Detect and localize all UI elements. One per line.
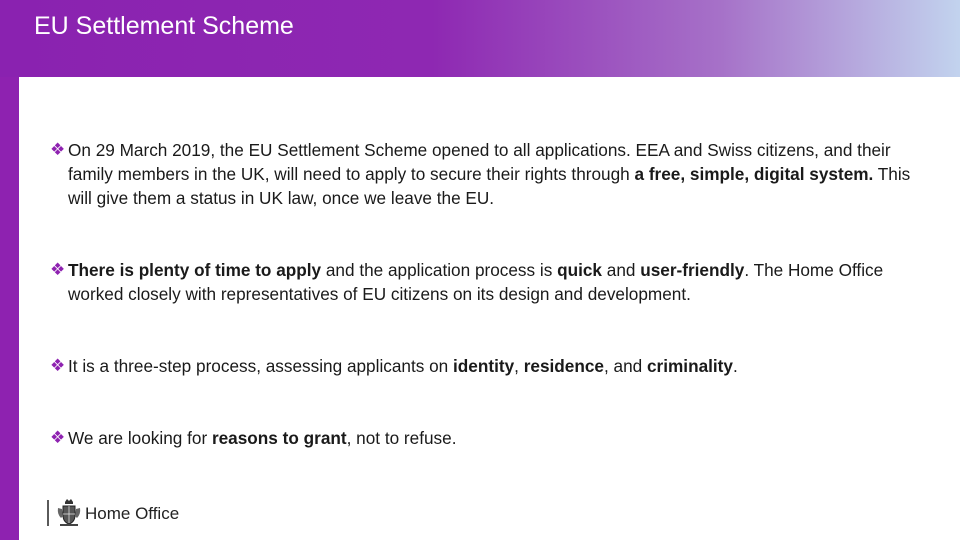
bullet-item-reasons-to-grant: ❖ We are looking for reasons to grant, not to refuse. xyxy=(50,428,457,448)
bullet-item-application-opened: ❖ On 29 March 2019, the EU Settlement Scheme opened to all applications. EEA and Swiss citizens, and their family members in the UK, will need to apply to secure their rights through a free, simple, digital system. This will give them a status in UK law, once we leave the EU. xyxy=(50,140,911,208)
diamond-bullet-icon: ❖ xyxy=(50,140,66,159)
royal-crest-icon xyxy=(55,498,83,528)
logo-text: Home Office xyxy=(85,504,180,523)
diamond-bullet-icon: ❖ xyxy=(50,428,66,447)
logo-divider xyxy=(47,500,49,526)
header-bar xyxy=(0,0,960,77)
bullet-item-three-step-process: ❖ It is a three-step process, assessing applicants on identity, residence, and criminality. xyxy=(50,356,738,376)
diamond-bullet-icon: ❖ xyxy=(50,260,66,279)
slide-title: EU Settlement Scheme xyxy=(34,12,294,40)
home-office-logo xyxy=(47,498,217,528)
left-accent-bar xyxy=(0,77,19,540)
diamond-bullet-icon: ❖ xyxy=(50,356,66,375)
bullet-item-plenty-of-time: ❖ There is plenty of time to apply and the application process is quick and user-friendly. The Home Office worked closely with representatives of EU citizens on its design and development. xyxy=(50,260,884,304)
